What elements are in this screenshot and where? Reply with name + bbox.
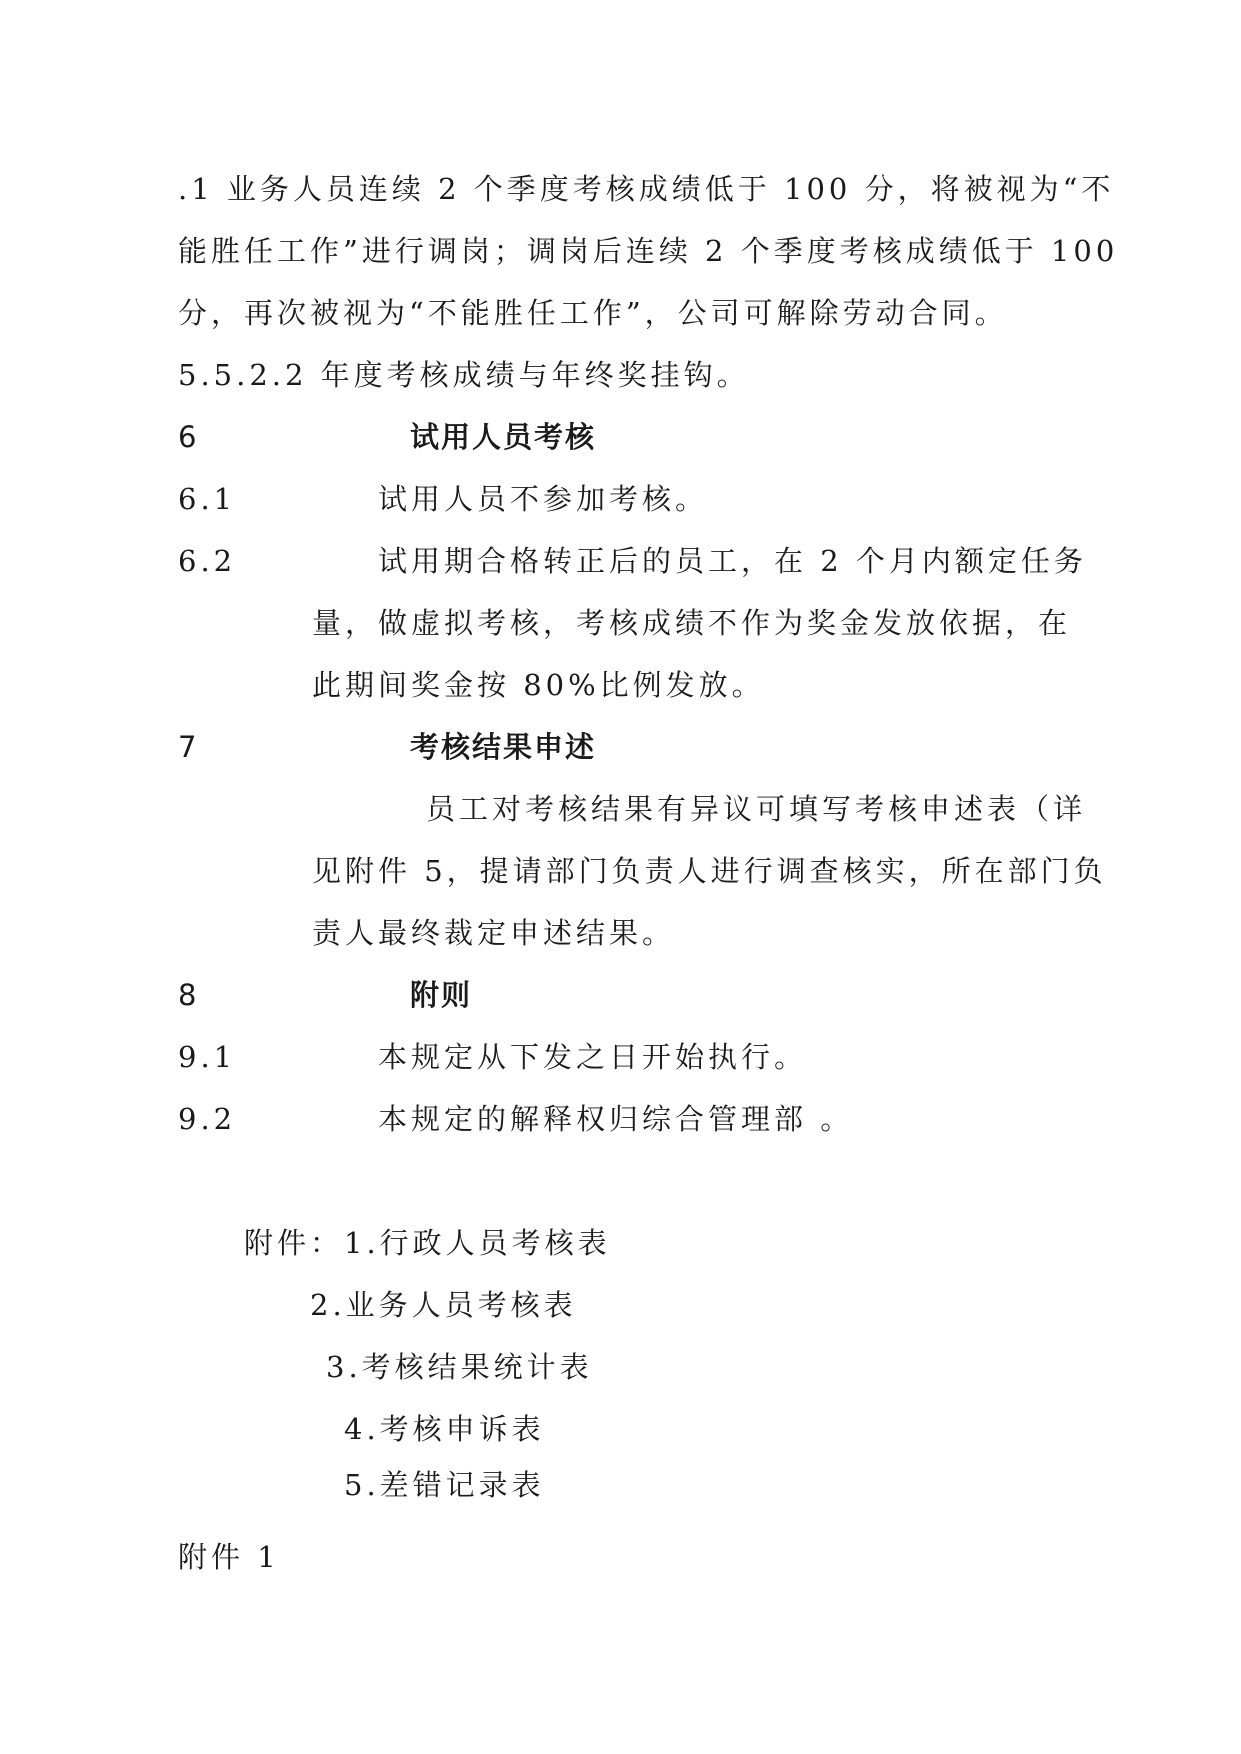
paragraph-line: 见附件 5，提请部门负责人进行调查核实，所在部门负 xyxy=(312,854,1107,888)
section-number: 8 xyxy=(178,978,198,1012)
paragraph-line: 5.5.2.2 年度考核成绩与年终奖挂钩。 xyxy=(178,358,750,392)
paragraph-line: 责人最终裁定申述结果。 xyxy=(312,916,676,950)
item-number: 6.1 xyxy=(178,482,237,516)
item-text: 此期间奖金按 80%比例发放。 xyxy=(312,668,765,702)
section-title: 附则 xyxy=(410,978,473,1012)
paragraph-line: 能胜任工作”进行调岗；调岗后连续 2 个季度考核成绩低于 100 xyxy=(178,234,1119,268)
item-text: 本规定从下发之日开始执行。 xyxy=(378,1040,808,1074)
attachments-label: 附件： xyxy=(244,1226,344,1260)
paragraph-line: .1 业务人员连续 2 个季度考核成绩低于 100 分，将被视为“不 xyxy=(178,172,1115,206)
section-number: 7 xyxy=(178,730,198,764)
item-number: 9.2 xyxy=(178,1102,237,1136)
paragraph-line: 分，再次被视为“不能胜任工作”，公司可解除劳动合同。 xyxy=(178,296,1008,330)
item-text: 本规定的解释权归综合管理部 。 xyxy=(378,1102,854,1136)
paragraph-line: 员工对考核结果有异议可填写考核申述表（详 xyxy=(426,792,1087,826)
attachment-item: 3.考核结果统计表 xyxy=(326,1350,593,1384)
item-number: 6.2 xyxy=(178,544,237,578)
attachment-item: 4.考核申诉表 xyxy=(344,1412,545,1446)
item-text: 量，做虚拟考核，考核成绩不作为奖金发放依据，在 xyxy=(312,606,1072,640)
section-title: 试用人员考核 xyxy=(410,420,597,454)
item-text: 试用人员不参加考核。 xyxy=(378,482,709,516)
appendix-heading: 附件 1 xyxy=(178,1540,280,1574)
item-number: 9.1 xyxy=(178,1040,237,1074)
item-text: 试用期合格转正后的员工，在 2 个月内额定任务 xyxy=(378,544,1087,578)
section-title: 考核结果申述 xyxy=(410,730,597,764)
section-number: 6 xyxy=(178,420,198,454)
attachment-item: 2.业务人员考核表 xyxy=(310,1288,577,1322)
attachment-item: 5.差错记录表 xyxy=(344,1468,545,1502)
attachment-item: 1.行政人员考核表 xyxy=(344,1226,611,1260)
